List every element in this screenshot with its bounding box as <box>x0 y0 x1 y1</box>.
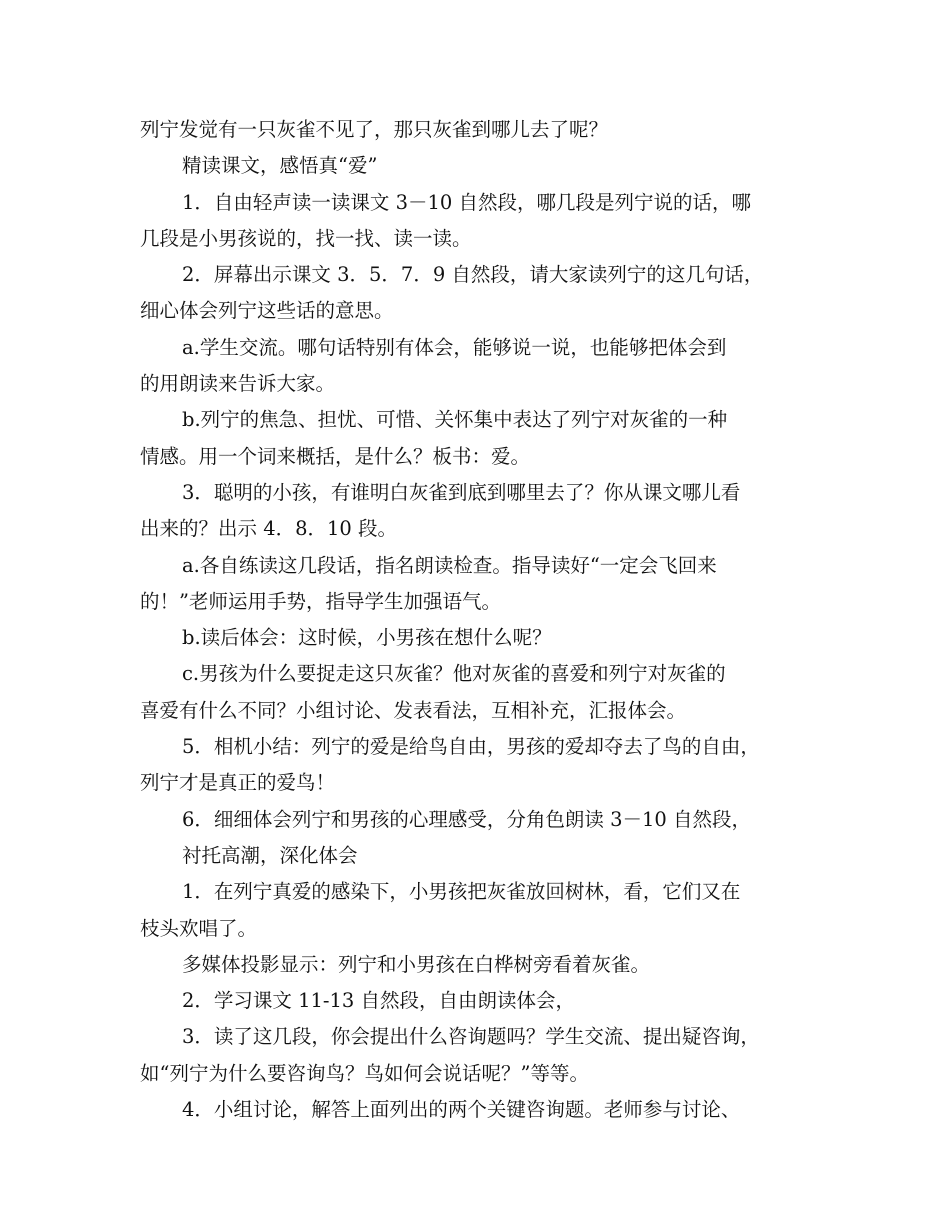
text-line: 2．学习课文 11-13 自然段，自由朗读体会， <box>182 989 576 1013</box>
text-line: 5．相机小结：列宁的爱是给鸟自由，男孩的爱却夺去了鸟的自由， <box>182 735 760 759</box>
body-text <box>140 112 830 1128</box>
text-line: 精读课文，感悟真“爱” <box>182 154 378 178</box>
text-line: a.学生交流。哪句话特别有体会，能够说一说，也能够把体会到 <box>182 335 727 359</box>
text-line: 情感。用一个词来概括，是什么？板书：爱。 <box>140 444 531 468</box>
text-line: 4．小组讨论，解答上面列出的两个关键咨询题。老师参与讨论、 <box>182 1098 741 1122</box>
text-line: 3．聪明的小孩，有谁明白灰雀到底到哪里去了？你从课文哪儿看 <box>182 480 741 504</box>
text-line: 枝头欢唱了。 <box>140 916 258 940</box>
text-line: 细心体会列宁这些话的意思。 <box>140 299 394 323</box>
text-line: a.各自练读这几段话，指名朗读检查。指导读好“一定会飞回来 <box>182 553 717 577</box>
text-line: 6．细细体会列宁和男孩的心理感受，分角色朗读 3－10 自然段， <box>182 807 752 831</box>
text-line: 列宁才是真正的爱鸟！ <box>140 771 336 795</box>
text-line: 喜爱有什么不同？小组讨论、发表看法，互相补充，汇报体会。 <box>140 698 687 722</box>
text-line: b.列宁的焦急、担忧、可惜、关怀集中表达了列宁对灰雀的一种 <box>182 408 728 432</box>
text-line: 如“列宁为什么要咨询鸟？鸟如何会说话呢？”等等。 <box>140 1061 589 1085</box>
text-line: 1．自由轻声读一读课文 3－10 自然段，哪几段是列宁说的话，哪 <box>182 190 752 214</box>
text-line: 多媒体投影显示：列宁和小男孩在白桦树旁看着灰雀。 <box>182 952 651 976</box>
text-line: c.男孩为什么要捉走这只灰雀？他对灰雀的喜爱和列宁对灰雀的 <box>182 662 726 686</box>
text-line: 几段是小男孩说的，找一找、读一读。 <box>140 226 472 250</box>
text-line: 的！”老师运用手势，指导学生加强语气。 <box>140 589 501 613</box>
text-line: 列宁发觉有一只灰雀不见了，那只灰雀到哪儿去了呢？ <box>140 118 609 141</box>
text-line: 1．在列宁真爱的感染下，小男孩把灰雀放回树林，看，它们又在 <box>182 880 741 904</box>
text-line: 的用朗读来告诉大家。 <box>140 372 336 396</box>
text-line: 衬托高潮，深化体会 <box>182 843 358 867</box>
text-line: 出来的？出示 4．8．10 段。 <box>140 517 398 541</box>
text-line: b.读后体会：这时候，小男孩在想什么呢？ <box>182 626 552 650</box>
text-line: 2．屏幕出示课文 3．5．7．9 自然段，请大家读列宁的这几句话， <box>182 263 764 287</box>
text-line: 3．读了这几段，你会提出什么咨询题吗？学生交流、提出疑咨询， <box>182 1025 760 1049</box>
